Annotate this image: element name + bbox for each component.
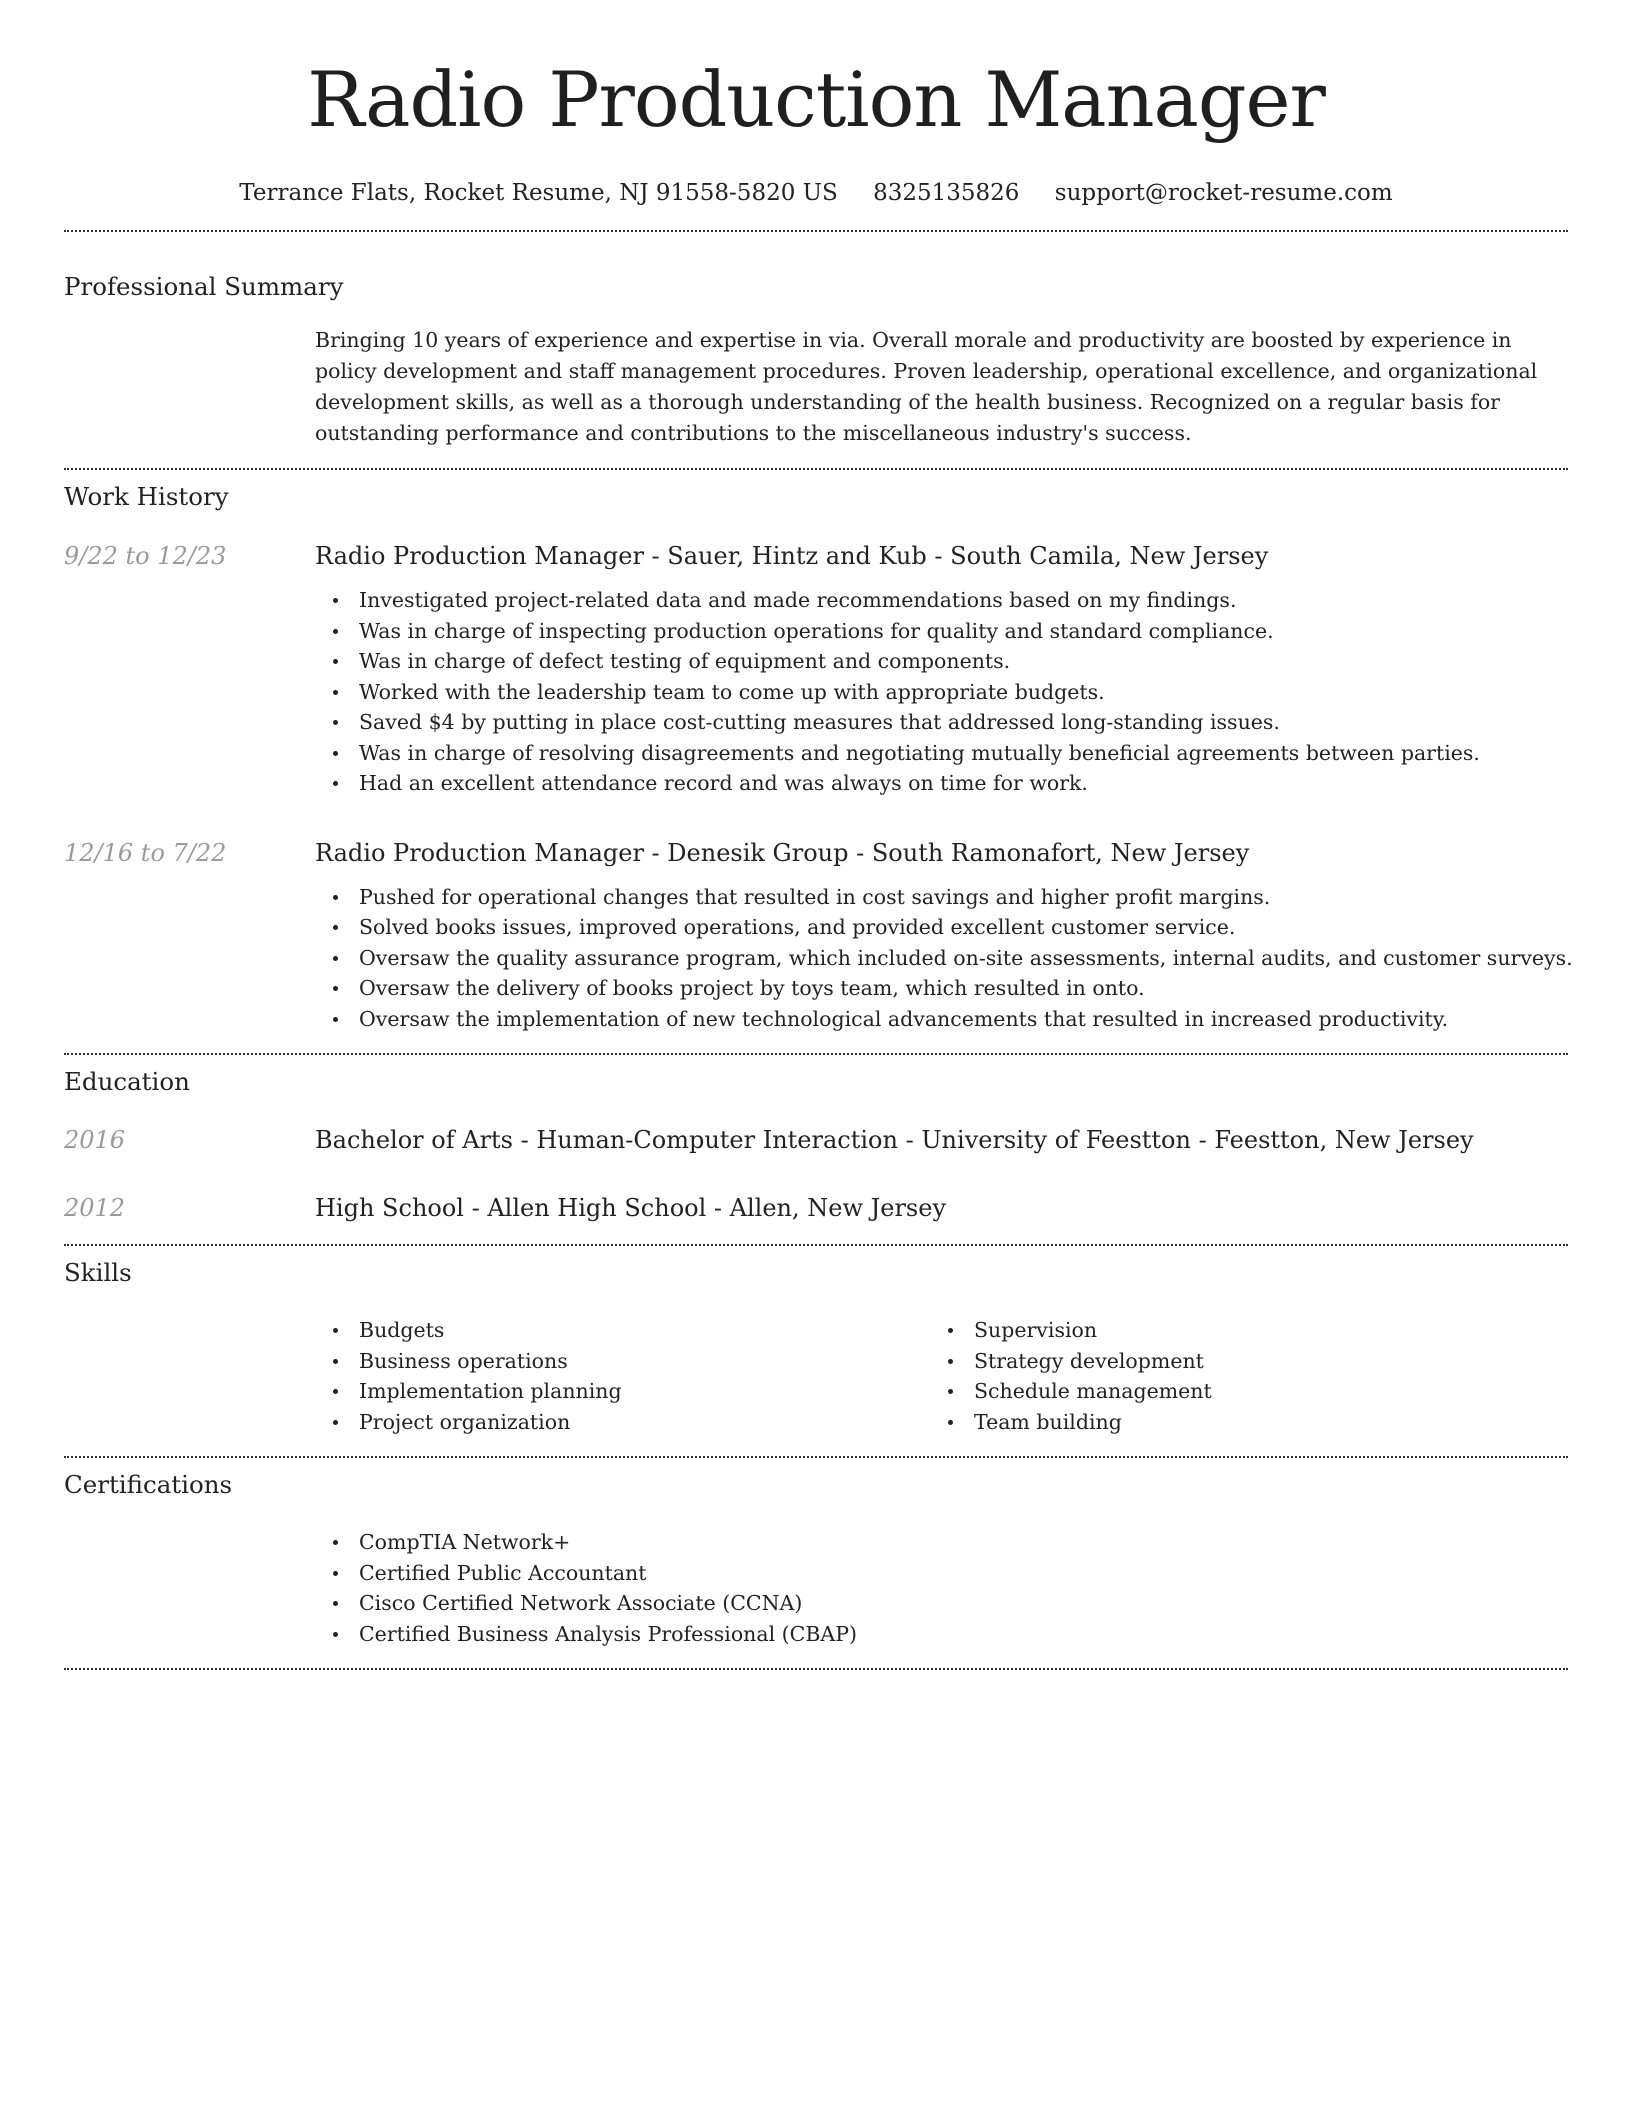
skills-grid: [315, 1315, 1568, 1437]
job-entry: [64, 837, 1573, 1035]
list-item: Was in charge of inspecting production operations for quality and standard compliance.: [315, 616, 1568, 647]
skills-left-spacer: [64, 1315, 315, 1437]
list-item: Project organization: [315, 1407, 930, 1438]
list-item: Was in charge of resolving disagreements and negotiating mutually beneficial agreements between parties.: [315, 738, 1568, 769]
list-item: Oversaw the quality assurance program, which included on-site assessments, internal audits, and customer surveys.: [315, 943, 1573, 974]
list-item: Investigated project-related data and made recommendations based on my findings.: [315, 585, 1568, 616]
list-item: Business operations: [315, 1346, 930, 1377]
job-bullets: [315, 882, 1573, 1035]
divider: [64, 230, 1568, 232]
list-item: Worked with the leadership team to come up with appropriate budgets.: [315, 677, 1568, 708]
certifications-section-title: Certifications: [64, 1470, 233, 1499]
list-item: CompTIA Network+: [315, 1527, 1568, 1558]
list-item: Schedule management: [930, 1376, 1545, 1407]
contact-phone: 8325135826: [873, 180, 1020, 206]
education-entry: [64, 1124, 1568, 1156]
list-item: Team building: [930, 1407, 1545, 1438]
job-bullets: [315, 585, 1568, 799]
skills-column-2: [930, 1315, 1545, 1437]
job-dates: 12/16 to 7/22: [64, 838, 227, 867]
divider: [64, 1053, 1568, 1055]
education-section-title: Education: [64, 1067, 190, 1096]
education-year: 2012: [64, 1194, 126, 1222]
list-item: Solved books issues, improved operations, and provided excellent customer service.: [315, 912, 1573, 943]
list-item: Oversaw the implementation of new technological advancements that resulted in increased productivity.: [315, 1004, 1573, 1035]
work-section-title: Work History: [64, 482, 229, 511]
list-item: Certified Business Analysis Professional (CBAP): [315, 1619, 1568, 1650]
education-heading: Bachelor of Arts - Human-Computer Interaction - University of Feestton - Feestton, New Jersey: [315, 1126, 1474, 1154]
list-item: Budgets: [315, 1315, 930, 1346]
list-item: Strategy development: [930, 1346, 1545, 1377]
contact-line: [64, 178, 1568, 208]
summary-left-spacer: [64, 325, 315, 449]
education-year: 2016: [64, 1126, 126, 1154]
job-heading: Radio Production Manager - Denesik Group - South Ramonafort, New Jersey: [315, 838, 1250, 867]
divider: [64, 1244, 1568, 1246]
job-entry: [64, 540, 1568, 799]
skills-row: [64, 1315, 1568, 1437]
job-heading: Radio Production Manager - Sauer, Hintz and Kub - South Camila, New Jersey: [315, 542, 1269, 570]
summary-text: Bringing 10 years of experience and expertise in via. Overall morale and productivity are boosted by experience in policy development and staff management procedures. Proven leadership, operational excellence, and organizational development skills, as well as a thorough understanding of the health business. Recognized on a regular basis for outstanding performance and contributions to the miscellaneous industry's success.: [315, 328, 1538, 445]
list-item: Certified Public Accountant: [315, 1558, 1568, 1589]
list-item: Implementation planning: [315, 1376, 930, 1407]
education-heading: High School - Allen High School - Allen, New Jersey: [315, 1194, 946, 1222]
summary-section-title: Professional Summary: [64, 272, 344, 301]
contact-address: Terrance Flats, Rocket Resume, NJ 91558-5820 US: [239, 180, 838, 206]
skills-section-title: Skills: [64, 1258, 132, 1287]
list-item: Saved $4 by putting in place cost-cutting measures that addressed long-standing issues.: [315, 707, 1568, 738]
summary-row: [64, 325, 1568, 449]
candidate-name: Radio Production Manager: [307, 55, 1325, 144]
certifications-row: [64, 1527, 1568, 1649]
resume-page: [64, 0, 1573, 1670]
skills-column-1: [315, 1315, 930, 1437]
list-item: Pushed for operational changes that resulted in cost savings and higher profit margins.: [315, 882, 1573, 913]
certifications-left-spacer: [64, 1527, 315, 1649]
contact-email: support@rocket-resume.com: [1054, 180, 1393, 206]
list-item: Supervision: [930, 1315, 1545, 1346]
divider: [64, 1668, 1568, 1670]
divider: [64, 1456, 1568, 1458]
list-item: Cisco Certified Network Associate (CCNA): [315, 1588, 1568, 1619]
job-dates: 9/22 to 12/23: [64, 542, 227, 570]
divider: [64, 468, 1568, 470]
list-item: Was in charge of defect testing of equipment and components.: [315, 646, 1568, 677]
education-entry: [64, 1192, 1568, 1224]
list-item: Oversaw the delivery of books project by toys team, which resulted in onto.: [315, 973, 1573, 1004]
list-item: Had an excellent attendance record and was always on time for work.: [315, 768, 1568, 799]
certifications-list: [315, 1527, 1568, 1649]
